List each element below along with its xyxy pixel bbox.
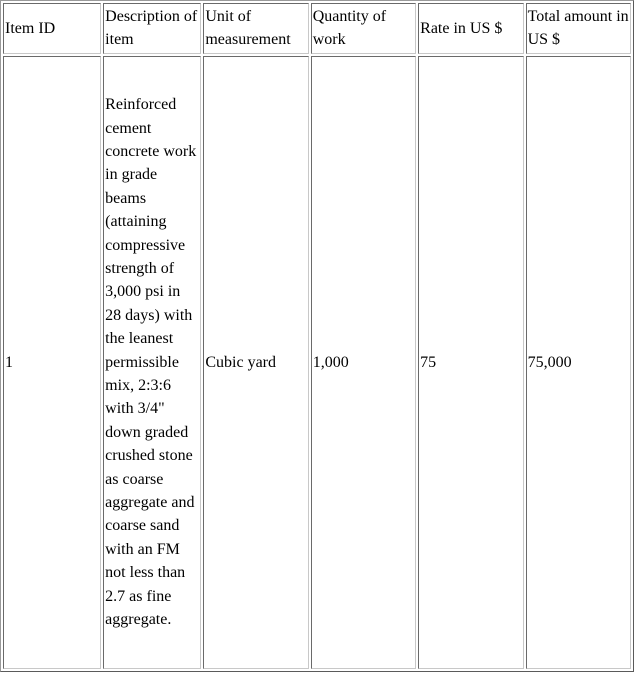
table-header [3,3,631,54]
cell-rate: 75 [418,56,523,669]
cell-unit: Cubic yard [203,56,308,669]
cell-total: 75,000 [526,56,631,669]
cell-quantity: 1,000 [311,56,416,669]
table-body [3,56,631,669]
cell-item-id: 1 [3,56,101,669]
header-unit: Unit of measurement [203,3,308,54]
table-row [3,56,631,669]
header-row [3,3,631,54]
header-quantity: Quantity of work [311,3,416,54]
header-total: Total amount in US $ [526,3,631,54]
header-rate: Rate in US $ [418,3,523,54]
header-description: Description of item [103,3,201,54]
header-item-id: Item ID [3,3,101,54]
cell-description: Reinforced cement concrete work in grade beams (attaining compressive strength of 3,000 psi in 28 days) with the leanest permissible mix, 2:3:6 with 3/4" down graded crushed stone as coarse aggregate and coarse sand with an FM not less than 2.7 as fine aggregate. [103,56,201,669]
